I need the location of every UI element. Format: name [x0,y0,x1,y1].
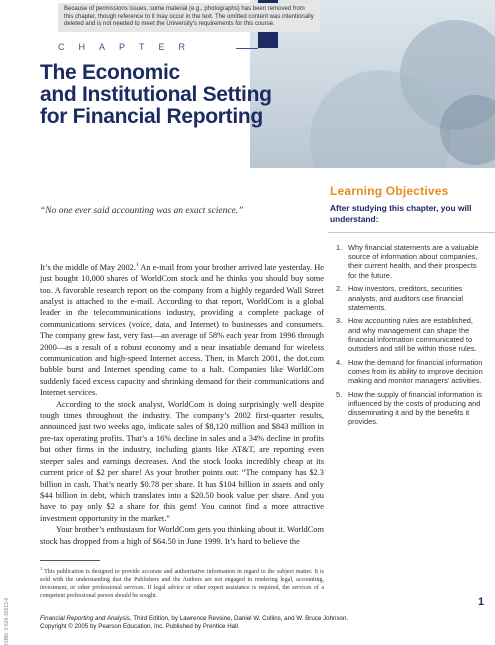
footnote [40,565,324,600]
learning-objective-text: How the demand for financial information comes from its ability to improve decision making and monitor managers’ activities. [348,357,483,386]
footnote-text: This publication is designed to provide accurate and authoritative information in regard to the subject matter. It is sold with the understanding that the Publishers and the Authors are not engaged in rendering legal, accounting, investment, or other professional services. If legal advice or other expert assistance is required, the services of a competent professional person should be sought. [40,569,324,599]
learning-objectives-list [336,243,486,431]
learning-objective-item [336,390,486,427]
learning-objective-number: 1. [336,243,343,252]
learning-objectives-title: Learning Objectives [330,184,449,198]
learning-objective-number: 3. [336,316,343,326]
learning-objective-item [336,316,486,353]
isbn-side-code: ISBN: 0-536-30513-6 [4,597,10,645]
chapter-label-rule [236,48,258,49]
learning-objectives-divider [328,232,495,233]
chapter-title [40,62,272,128]
book-title: Financial Reporting and Analysis [40,615,130,622]
permissions-notice: Because of permissions issues, some material (e.g., photographs) has been removed from this chapter, though reference to it may occur in the text. The omitted content was intentionally deleted and is not needed to meet the University's requirements for this course. [58,3,320,32]
learning-objective-text: How the supply of financial information is influenced by the costs of producing and disseminating it and by the benefits it provides. [348,389,482,427]
body-text [40,260,324,547]
learning-objective-item [336,284,486,312]
footer-authors: , Third Edition, by Lawrence Revsine, Daniel W. Collins, and W. Bruce Johnson. [129,615,349,622]
body-paragraph-start: It’s the middle of May 2002. [40,262,136,272]
learning-objectives-subtitle: After studying this chapter, you will understand: [330,203,472,224]
footnote-number: 1 [40,566,43,571]
chapter-title-line: and Institutional Setting [40,83,272,106]
learning-objective-number: 2. [336,284,343,294]
chapter-label: CHAPTER [58,42,200,52]
footer-copyright: Copyright © 2005 by Pearson Education, Inc. Published by Prentice Hall. [40,623,240,630]
epigraph-quote: “No one ever said accounting was an exact science.” [40,206,244,216]
body-paragraph-rest: An e-mail from your brother arrived late yesterday. He just bought 10,000 shares of WorldCom stock and he thinks you should buy some too. A favorable research report on the company from a highly regarded Wall Street analyst is attached to the e-mail. According to that report, WorldCom is a global leader in the telecommunications industry, providing a complete package of communications services (voice, data, and Internet) to businesses and consumers. The company grew fast, very fast—an average of 58% each year from 1996 through 2000—as a result of a robust economy and a near insatiable demand for wireless communication and high-speed Internet access. Then, in March 2001, the dot.com bubble burst and Internet spending came to a halt. Companies like WorldCom suddenly faced excess capacity and shrinking demand for their communications and Internet services. [40,262,324,398]
learning-objective-item [336,243,486,280]
body-paragraph: Your brother’s enthusiasm for WorldCom gets you thinking about it. WorldCom stock has dropped from a high of $64.50 in June 1999. It’s hard to believe the [40,525,324,546]
learning-objective-text: How accounting rules are established, and why management can shape the financial information communicated to outsiders and still be within those rules. [348,316,477,354]
page-number: 1 [478,596,485,608]
body-paragraph: According to the stock analyst, WorldCom is doing surprisingly well despite tough times throughout the industry. The company’s 2002 first-quarter results, announced just two weeks ago, indicate sales of $8,120 million and $843 million in pre-tax operating profits. That’s a 16% decline in sales and a 34% decline in profits but other firms in the industry, including giants like AT&T, are reporting even steeper sales and earnings decreases. And the stock looks incredibly cheap at its current price of $2 per share! As your brother points out: “The company has $2.3 billion in cash. That’s nearly $0.78 per share. It has $104 billion in assets and only $44 billion in debt, which translates into a $20.50 book value per share. And you have to pay only $2 a share for this gem! You cannot find a more attractive investment opportunity in the market.” [40,399,324,523]
body-paragraph [40,260,324,399]
learning-objective-text: How investors, creditors, securities analysts, and auditors use financial statements. [348,284,464,312]
copyright-footer [40,615,348,631]
learning-objective-number: 4. [336,357,343,367]
chapter-title-line: The Economic [40,61,180,84]
footnote-rule [40,560,100,561]
learning-objective-text: Why financial statements are a valuable source of information about companies, their current health, and their prospects for the future. [348,243,479,280]
footer-line [40,615,348,623]
learning-objective-number: 5. [336,389,343,399]
learning-objective-item [336,358,486,386]
footnote-marker: 1 [135,262,139,268]
chapter-title-line: for Financial Reporting [40,105,263,128]
